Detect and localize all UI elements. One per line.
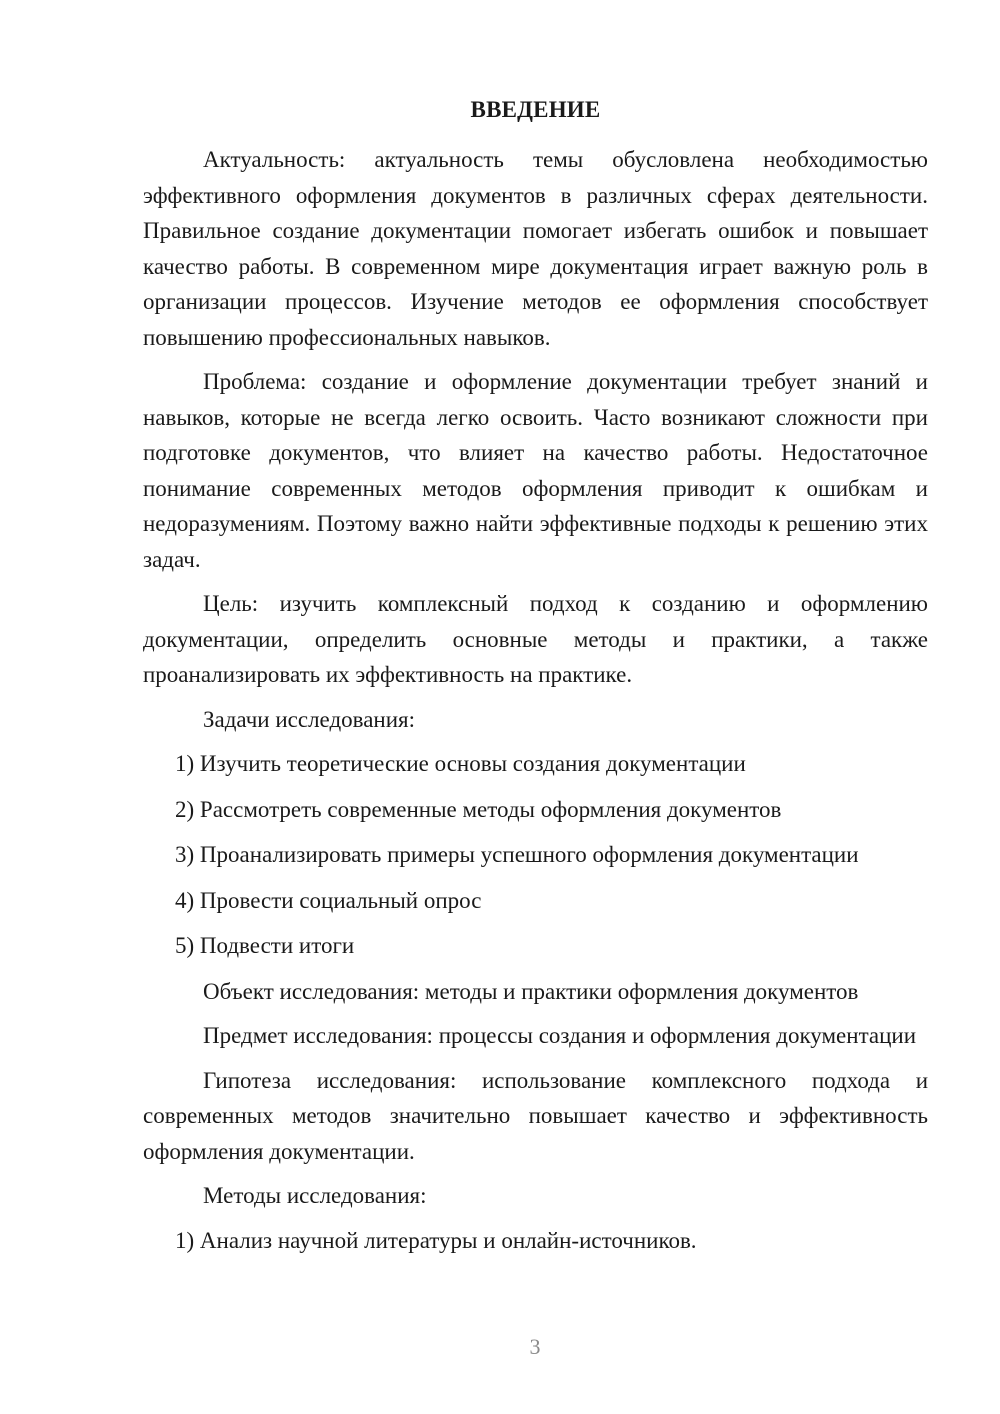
list-item: 3) Проанализировать примеры успешного оформления документации xyxy=(175,842,859,867)
page-title: ВВЕДЕНИЕ xyxy=(470,97,601,122)
tasks-title: Задачи исследования: xyxy=(203,706,416,732)
page-number: 3 xyxy=(529,1334,541,1359)
hypothesis-paragraph: Гипотеза исследования: использование комплексного подхода и современных методов значительно повышает качество и эффективность оформления документации. xyxy=(143,1067,928,1164)
object-paragraph: Объект исследования: методы и практики оформления документов xyxy=(203,978,859,1004)
list-item: 2) Рассмотреть современные методы оформления документов xyxy=(175,796,782,822)
goal-paragraph: Цель: изучить комплексный подход к созданию и оформлению документации, определить основные методы и практики, а также проанализировать их эффективность на практике. xyxy=(143,591,928,687)
document-page xyxy=(143,95,928,1267)
methods-title: Методы исследования: xyxy=(203,1183,427,1208)
relevance-paragraph: Актуальность: актуальность темы обусловлена необходимостью эффективного оформления документов в различных сферах деятельности. Правильное создание документации помогает избегать ошибок и повышает качество работы. В современном мире документация играет важную роль в организации процессов. Изучение методов ее оформления способствует повышению профессиональных навыков. xyxy=(143,147,928,350)
list-item: 1) Изучить теоретические основы создания документации xyxy=(175,751,746,776)
list-item: 5) Подвести итоги xyxy=(175,933,355,958)
list-item: 4) Провести социальный опрос xyxy=(175,887,482,913)
tasks-list xyxy=(143,746,928,964)
methods-list xyxy=(143,1223,928,1259)
problem-paragraph: Проблема: создание и оформление документации требует знаний и навыков, которые не всегда легко освоить. Часто возникают сложности при подготовке документов, что влияет на качество работы. Недостаточное понимание современных методов оформления приводит к ошибкам и недоразумениям. Поэтому важно найти эффективные подходы к решению этих задач. xyxy=(143,369,928,572)
list-item: 1) Анализ научной литературы и онлайн-источников. xyxy=(175,1227,697,1253)
subject-paragraph: Предмет исследования: процессы создания и оформления документации xyxy=(203,1023,917,1048)
